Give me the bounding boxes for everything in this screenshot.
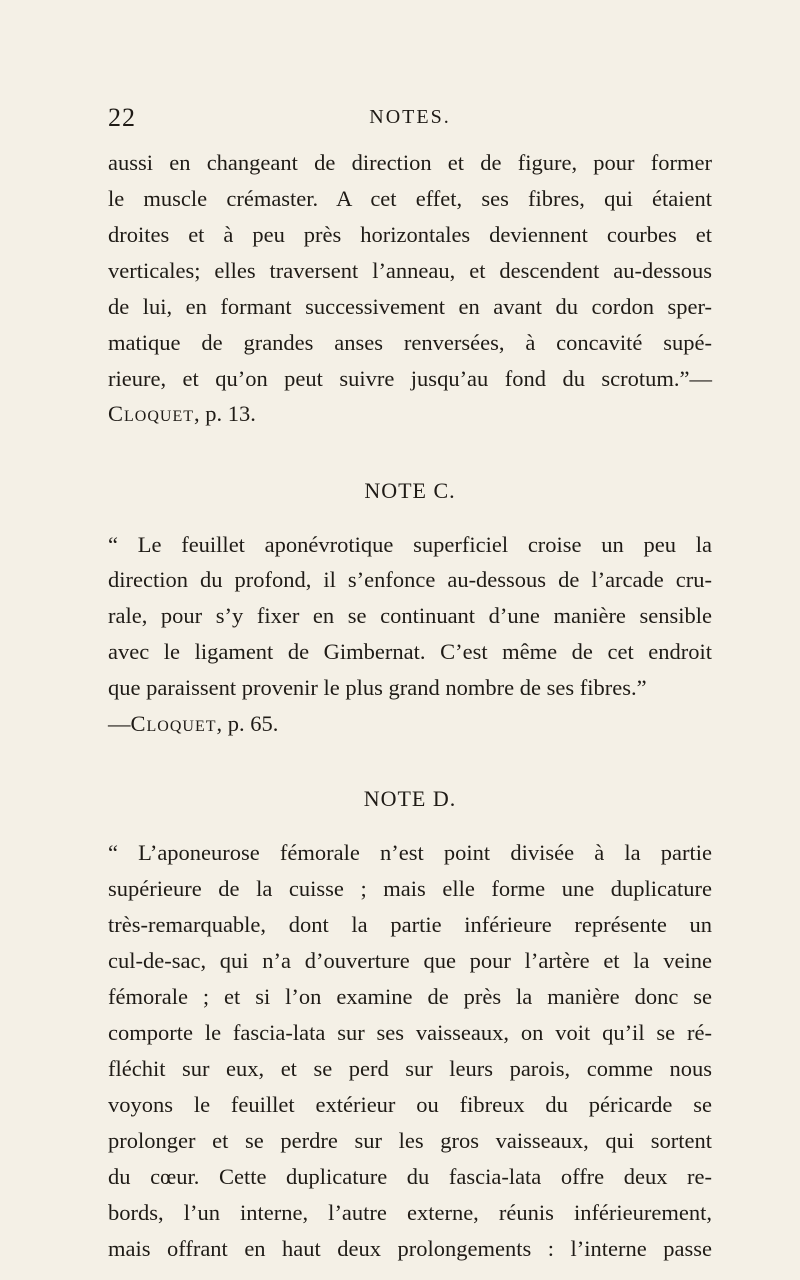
citation-line (108, 709, 712, 739)
citation-page: , p. 65. (216, 711, 279, 736)
text-line: du cœur. Cette duplicature du fascia-lata offre deux re- (108, 1164, 712, 1189)
text-line: supérieure de la cuisse ; mais elle forme une duplicature (108, 876, 712, 901)
citation-author: Cloquet (130, 711, 217, 736)
text-line: direction du profond, il s’enfonce au-dessous de l’arcade cru- (108, 567, 712, 592)
citation-author: Cloquet (108, 401, 194, 426)
text-line: fléchit sur eux, et se perd sur leurs parois, comme nous (108, 1056, 712, 1081)
citation-dash: — (108, 711, 131, 736)
text-line: très-remarquable, dont la partie inférieure représente un (108, 912, 712, 937)
text-line: “ L’aponeurose fémorale n’est point divisée à la partie (108, 840, 712, 865)
note-c-heading: NOTE C. (364, 478, 456, 503)
text-line: le muscle crémaster. A cet effet, ses fibres, qui étaient (108, 186, 712, 211)
text-line: “ Le feuillet aponévrotique superficiel croise un peu la (108, 532, 712, 557)
text-line: matique de grandes anses renversées, à concavité supé- (108, 330, 712, 355)
page-header (108, 103, 712, 137)
text-line: de lui, en formant successivement en avant du cordon sper- (108, 294, 712, 319)
text-line: verticales; elles traversent l’anneau, et descendent au-dessous (108, 258, 712, 283)
citation-line (108, 399, 712, 429)
citation-page: , p. 13. (194, 401, 256, 426)
text-line: prolonger et se perdre sur les gros vaisseaux, qui sortent (108, 1128, 712, 1153)
text-line: mais offrant en haut deux prolongements : l’interne passe (108, 1236, 712, 1261)
text-line: avec le ligament de Gimbernat. C’est même de cet endroit (108, 639, 712, 664)
text-line: fémorale ; et si l’on examine de près la manière donc se (108, 984, 712, 1009)
running-title: NOTES. (369, 106, 451, 128)
text-line: aussi en changeant de direction et de figure, pour former (108, 150, 712, 175)
page-number: 22 (108, 103, 136, 132)
text-line: comporte le fascia-lata sur ses vaisseaux, on voit qu’il se ré- (108, 1020, 712, 1045)
text-line: rale, pour s’y fixer en se continuant d’une manière sensible (108, 603, 712, 628)
text-line: droites et à peu près horizontales deviennent courbes et (108, 222, 712, 247)
text-line: bords, l’un interne, l’autre externe, réunis inférieurement, (108, 1200, 712, 1225)
note-d-heading: NOTE D. (363, 786, 457, 811)
text-line: rieure, et qu’on peut suivre jusqu’au fond du scrotum.”— (108, 366, 712, 391)
text-line: voyons le feuillet extérieur ou fibreux du péricarde se (108, 1092, 712, 1117)
text-line: que paraissent provenir le plus grand nombre de ses fibres.” (108, 675, 647, 700)
text-line: cul-de-sac, qui n’a d’ouverture que pour l’artère et la veine (108, 948, 712, 973)
